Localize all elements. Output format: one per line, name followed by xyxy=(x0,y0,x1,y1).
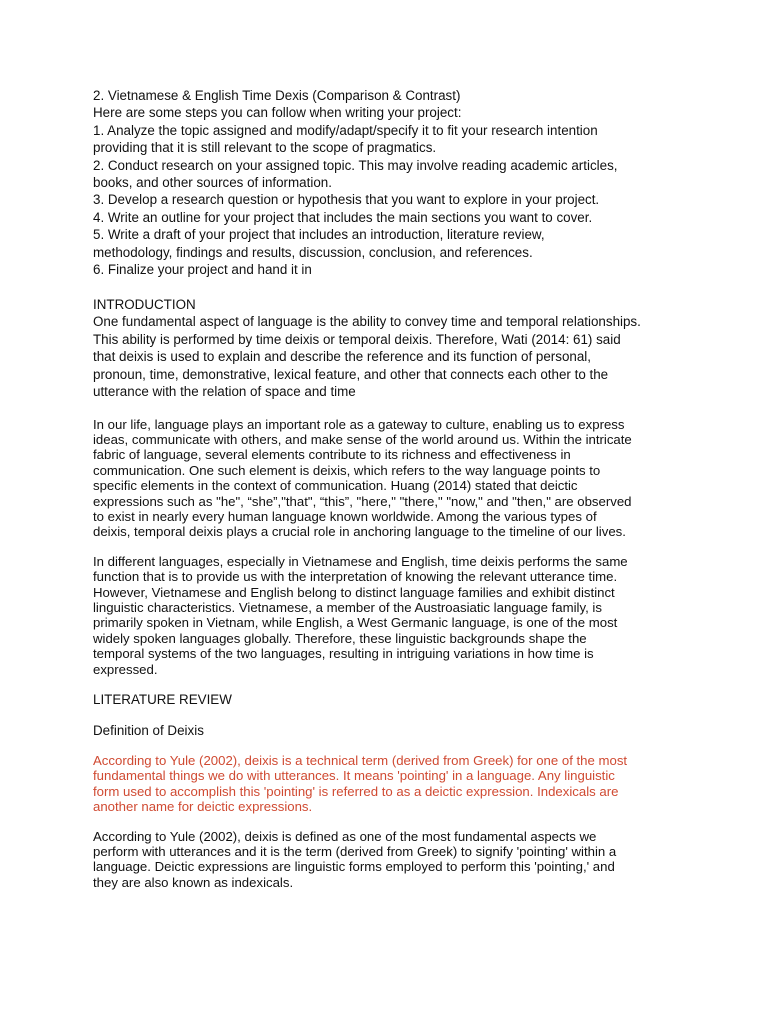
introduction-paragraph-2 xyxy=(93,417,693,540)
step-3: 3. Develop a research question or hypothesis that you want to explore in your project. xyxy=(93,192,600,208)
step-1-line-2: providing that it is still relevant to the scope of pragmatics. xyxy=(93,140,437,156)
introduction-heading-block xyxy=(93,296,693,313)
paragraph-line: utterance with the relation of space and time xyxy=(93,384,356,400)
paragraph-line: perform with utterances and it is the term (derived from Greek) to signify 'pointing' within a xyxy=(93,844,617,860)
paragraph-line: to exist in nearly every human language known worldwide. Among the various types of xyxy=(93,508,597,524)
definition-of-deixis-subheading: Definition of Deixis xyxy=(93,723,204,738)
paragraph-line: widely spoken languages globally. Therefore, these linguistic backgrounds shape the xyxy=(93,630,587,646)
paragraph-line: expressed. xyxy=(93,661,158,677)
paragraph-line: This ability is performed by time deixis or temporal deixis. Therefore, Wati (2014: 61) said xyxy=(93,331,621,347)
paragraph-line: According to Yule (2002), deixis is a technical term (derived from Greek) for one of the most xyxy=(93,753,628,768)
paragraph-line: communication. One such element is deixis, which refers to the way language points to xyxy=(93,462,601,478)
paragraph-line: that deixis is used to explain and describe the reference and its function of personal, xyxy=(93,349,591,365)
paragraph-line: they are also known as indexicals. xyxy=(93,874,294,890)
paragraph-line: language. Deictic expressions are linguistic forms employed to perform this 'pointing,' and xyxy=(93,859,615,875)
paragraph-line: In different languages, especially in Vietnamese and English, time deixis performs the same xyxy=(93,553,628,569)
paragraph-line: form used to accomplish this 'pointing' is referred to as a deictic expression. Indexicals are xyxy=(93,783,619,799)
definition-subheading-block xyxy=(93,722,693,739)
document-page xyxy=(93,87,693,890)
paragraph-line: ideas, communicate with others, and make sense of the world around us. Within the intricate xyxy=(93,431,632,447)
paragraph-line: another name for deictic expressions. xyxy=(93,799,313,815)
paragraph-line: One fundamental aspect of language is the ability to convey time and temporal relationships. xyxy=(93,314,641,330)
project-steps-section xyxy=(93,87,693,278)
paragraph-line: fundamental things we do with utterances. It means 'pointing' in a language. Any linguistic xyxy=(93,768,615,784)
step-2-line-2: books, and other sources of information. xyxy=(93,175,332,191)
paragraph-line: According to Yule (2002), deixis is defined as one of the most fundamental aspects we xyxy=(93,828,597,844)
literature-review-heading-block xyxy=(93,691,693,708)
step-5-line-1: 5. Write a draft of your project that includes an introduction, literature review, xyxy=(93,227,545,243)
step-1-line-1: 1. Analyze the topic assigned and modify/adapt/specify it to fit your research intention xyxy=(93,122,598,138)
step-4: 4. Write an outline for your project that includes the main sections you want to cover. xyxy=(93,209,593,225)
paragraph-line: deixis, temporal deixis plays a crucial role in anchoring language to the timeline of our lives. xyxy=(93,524,626,540)
introduction-paragraph-3 xyxy=(93,554,693,677)
paragraph-line: In our life, language plays an important role as a gateway to culture, enabling us to express xyxy=(93,416,625,432)
step-6: 6. Finalize your project and hand it in xyxy=(93,262,312,278)
paragraph-line: pronoun, time, demonstrative, lexical feature, and other that connects each other to the xyxy=(93,366,609,382)
paragraph-line: linguistic characteristics. Vietnamese, a member of the Austroasiatic language family, is xyxy=(93,599,602,615)
steps-intro: Here are some steps you can follow when writing your project: xyxy=(93,105,462,121)
paragraph-line: primarily spoken in Vietnam, while English, a West Germanic language, is one of the most xyxy=(93,615,618,631)
paragraph-line: function that is to provide us with the interpretation of knowing the relevant utterance time. xyxy=(93,569,618,585)
literature-review-heading: LITERATURE REVIEW xyxy=(93,692,232,707)
definition-paragraph-2 xyxy=(93,829,693,891)
paragraph-line: specific elements in the context of communication. Huang (2014) stated that deictic xyxy=(93,478,578,494)
paragraph-line: However, Vietnamese and English belong to distinct language families and exhibit distinct xyxy=(93,584,615,600)
paragraph-line: temporal systems of the two languages, resulting in intriguing variations in how time is xyxy=(93,646,594,662)
step-2-line-1: 2. Conduct research on your assigned topic. This may involve reading academic articles, xyxy=(93,157,618,173)
project-title: 2. Vietnamese & English Time Dexis (Comparison & Contrast) xyxy=(93,88,461,103)
highlighted-definition-paragraph xyxy=(93,753,693,815)
paragraph-line: expressions such as "he", “she”,"that", “this”, "here," "there," "now," and "then," are observed xyxy=(93,493,632,509)
step-5-line-2: methodology, findings and results, discussion, conclusion, and references. xyxy=(93,244,533,260)
introduction-heading: INTRODUCTION xyxy=(93,297,196,313)
introduction-paragraph-1 xyxy=(93,313,693,400)
paragraph-line: fabric of language, several elements contribute to its richness and effectiveness in xyxy=(93,447,571,463)
